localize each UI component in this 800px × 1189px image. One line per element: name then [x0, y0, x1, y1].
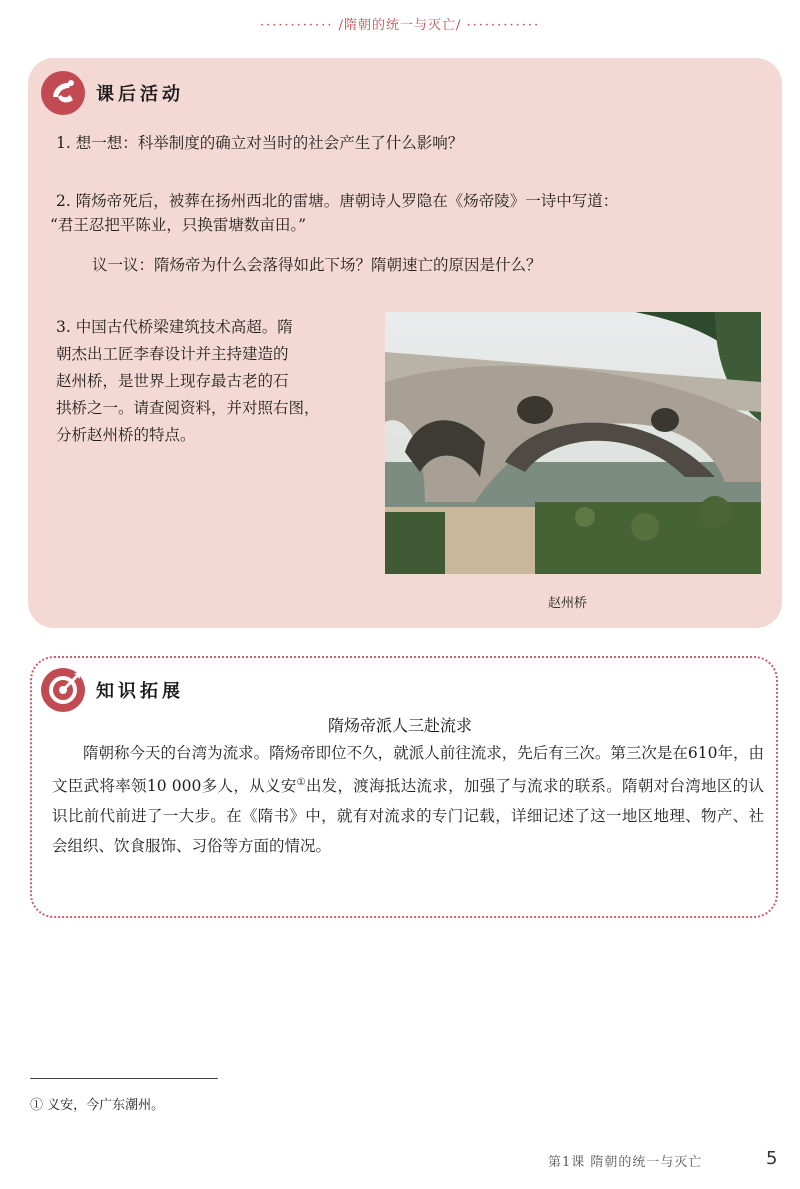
- running-title: /隋朝的统一与灭亡/: [338, 18, 462, 33]
- footnote: ① 义安，今广东潮州。: [30, 1098, 165, 1113]
- activity-icon: [40, 70, 86, 116]
- knowledge-text-a: 隋朝称今天的台湾为流求。隋炀帝即位不久，就派人前往流求，先后有三次。第三次是在610年，由文臣武将率领10 000多人，从义安: [52, 744, 764, 796]
- question-3-line: 分析赵州桥的特点。: [56, 426, 196, 444]
- question-3-line: 朝杰出工匠李春设计并主持建造的: [56, 345, 289, 363]
- knowledge-title: 知识拓展: [96, 681, 184, 702]
- photo-caption: 赵州桥: [548, 596, 588, 611]
- question-2-line-1: 2. 隋炀帝死后，被葬在扬州西北的雷塘。唐朝诗人罗隐在《炀帝陵》一诗中写道：: [56, 192, 619, 210]
- question-3-line: 赵州桥，是世界上现存最古老的石: [56, 372, 289, 390]
- knowledge-subtitle: 隋炀帝派人三赴流求: [327, 716, 472, 735]
- header-dots-right: ············: [466, 18, 541, 33]
- knowledge-header: [40, 667, 184, 713]
- footnote-rule: [30, 1078, 218, 1079]
- question-3-line: 3. 中国古代桥梁建筑技术高超。隋: [56, 318, 293, 336]
- running-header: [0, 14, 800, 33]
- zhaozhou-bridge-photo: [385, 312, 761, 574]
- activity-header: [40, 70, 184, 116]
- footer-lesson: 第1课 隋朝的统一与灭亡: [548, 1155, 703, 1170]
- question-3: [56, 314, 376, 449]
- question-3-line: 拱桥之一。请查阅资料，并对照右图，: [56, 399, 320, 417]
- knowledge-text-b: 出发，渡海抵达流求，加强了与流求的联系。隋朝对台湾地区的认识比前代前进了一大步。在《隋书》中，就有对流求的专门记载，详细记述了这一地区地理、物产、社会组织、饮食服饰、习俗等方面的情况。: [52, 777, 764, 856]
- footnote-marker: ①: [296, 777, 306, 788]
- question-2-prompt: 议一议：隋炀帝为什么会落得如此下场？隋朝速亡的原因是什么？: [92, 256, 542, 274]
- activity-title: 课后活动: [96, 84, 184, 105]
- header-dots-left: ············: [259, 18, 334, 33]
- question-2-line-2: “君王忍把平陈业，只换雷塘数亩田。”: [50, 216, 307, 234]
- question-1: 1. 想一想：科举制度的确立对当时的社会产生了什么影响？: [56, 134, 464, 152]
- page-number: 5: [766, 1148, 778, 1169]
- knowledge-paragraph: [52, 738, 764, 861]
- target-icon: [40, 667, 86, 713]
